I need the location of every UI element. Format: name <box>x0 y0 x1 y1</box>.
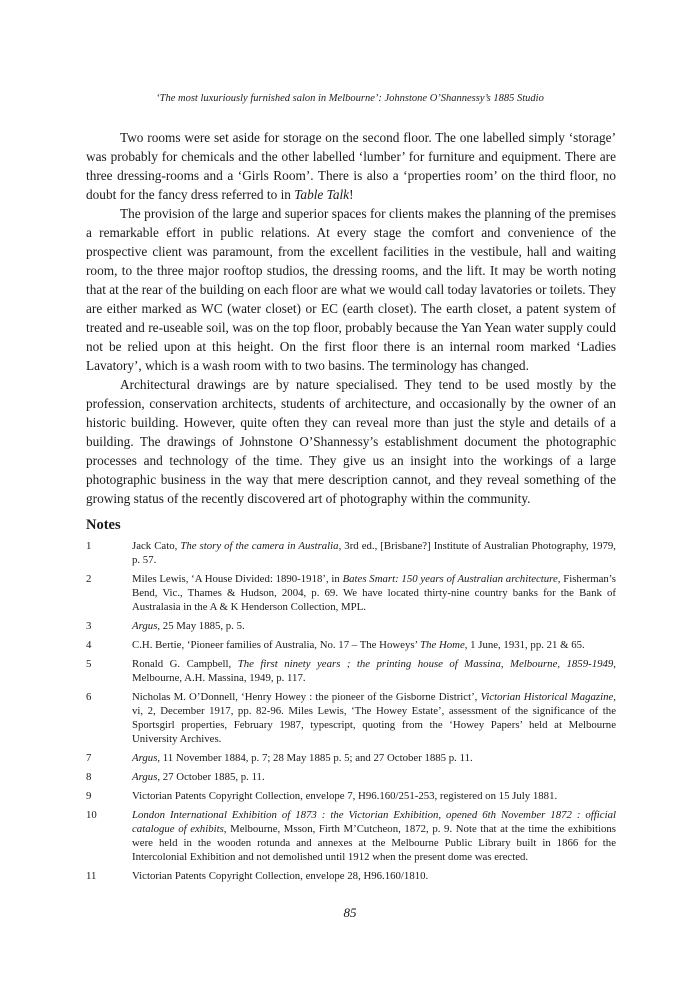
note-item <box>86 539 616 567</box>
note-text <box>132 869 616 883</box>
note-item <box>86 572 616 614</box>
italic-text: Table Talk <box>294 187 350 202</box>
italic-text: London International Exhibition of 1873 : the Victorian Exhibition, opened 6th November 1872 : official catalogue of exhibits <box>132 809 616 835</box>
text-run: ! <box>349 187 354 202</box>
notes-list <box>86 539 616 888</box>
note-text <box>132 619 616 633</box>
note-number: 6 <box>86 691 92 703</box>
note-item <box>86 869 616 883</box>
text-run: Ronald G. Campbell, <box>132 658 238 670</box>
note-text <box>132 789 616 803</box>
note-item <box>86 638 616 652</box>
note-number: 1 <box>86 540 92 552</box>
note-text <box>132 638 616 652</box>
italic-text: The Home <box>420 639 465 651</box>
italic-text: Argus <box>132 620 158 632</box>
note-number: 5 <box>86 658 92 670</box>
text-run: , Fisherman’s Bend, Vic., Thames & Hudson, 2004, p. 69. We have located thirty-nine country banks for the Bank of Australasia in the A & K Henderson Collection, MPL. <box>132 573 616 613</box>
italic-text: The story of the camera in Australia <box>180 540 339 552</box>
note-item <box>86 690 616 746</box>
text-run: Victorian Patents Copyright Collection, envelope 28, H96.160/1810. <box>132 870 429 882</box>
note-item <box>86 789 616 803</box>
text-run: Miles Lewis, ‘A House Divided: 1890-1918’, in <box>132 573 343 585</box>
note-item <box>86 657 616 685</box>
text-run: , Melbourne, A.H. Massina, 1949, p. 117. <box>132 658 616 684</box>
body-paragraph <box>86 128 616 204</box>
note-number: 9 <box>86 790 92 802</box>
italic-text: Argus <box>132 771 158 783</box>
note-text <box>132 751 616 765</box>
text-run: Jack Cato, <box>132 540 181 552</box>
text-run: The provision of the large and superior spaces for clients makes the planning of the premises a remarkable effort in public relations. At every stage the comfort and convenience of the prospective client was paramount, from the excellent facilities in the vestibule, hall and waiting room, to the three major rooftop studios, the dressing rooms, and the lift. It may be worth noting that at the rear of the building on each floor are what we would call today lavatories or toilets. They are either marked as WC (water closet) or EC (earth closet). The earth closet, a patent system of treated and re-useable soil, was on the top floor, probably because the Yan Yean water supply could not be relied upon at this height. On the first floor there is an internal room marked ‘Ladies Lavatory’, which is a wash room with to two basins. The terminology has changed. <box>86 206 616 373</box>
note-number: 11 <box>86 870 97 882</box>
note-number: 8 <box>86 771 92 783</box>
note-text <box>132 770 616 784</box>
italic-text: Argus <box>132 752 158 764</box>
note-text <box>132 657 616 685</box>
text-run: Two rooms were set aside for storage on the second floor. The one labelled simply ‘storage’ was probably for chemicals and the other labelled ‘lumber’ for furniture and equipment. There are three dressing-rooms and a ‘Girls Room’. There is also a ‘properties room’ on the third floor, no doubt for the fancy dress referred to in <box>86 130 616 202</box>
text-run: , 11 November 1884, p. 7; 28 May 1885 p. 5; and 27 October 1885 p. 11. <box>157 752 473 764</box>
note-text <box>132 539 616 567</box>
text-run: Nicholas M. O’Donnell, ‘Henry Howey : the pioneer of the Gisborne District’, <box>132 691 481 703</box>
italic-text: Bates Smart: 150 years of Australian architecture <box>342 573 558 585</box>
note-item <box>86 808 616 864</box>
body-paragraph <box>86 204 616 375</box>
note-number: 3 <box>86 620 92 632</box>
text-run: , Melbourne, Msson, Firth M’Cutcheon, 1872, p. 9. Note that at the time the exhibitions were held in the wooden rotunda and annexes at the Melbourne Public Library built in 1866 for the Intercolonial Exhibition and not demolished until 1912 when the present dome was erected. <box>132 823 616 863</box>
text-run: , 27 October 1885, p. 11. <box>157 771 265 783</box>
body-text <box>86 128 616 508</box>
text-run: , 25 May 1885, p. 5. <box>157 620 245 632</box>
note-text <box>132 690 616 746</box>
note-number: 7 <box>86 752 92 764</box>
italic-text: The first ninety years ; the printing house of Massina, Melbourne, 1859-1949 <box>237 658 614 670</box>
text-run: , vi, 2, December 1917, pp. 82-96. Miles Lewis, ‘The Howey Estate’, assessment of the significance of the Sportsgirl properties, February 1987, typescript, quoting from the ‘Howey Papers’ held at Melbourne University Archives. <box>132 691 616 745</box>
note-number: 10 <box>86 809 97 821</box>
text-run: C.H. Bertie, ‘Pioneer families of Australia, No. 17 – The Howeys’ <box>132 639 421 651</box>
note-text <box>132 572 616 614</box>
note-text <box>132 808 616 864</box>
body-paragraph <box>86 375 616 508</box>
text-run: , 3rd ed., [Brisbane?] Institute of Australian Photography, 1979, p. 57. <box>132 540 616 566</box>
note-number: 2 <box>86 573 92 585</box>
note-item <box>86 619 616 633</box>
note-item <box>86 770 616 784</box>
text-run: Architectural drawings are by nature specialised. They tend to be used mostly by the profession, conservation architects, students of architecture, and occasionally by the owner of an historic building. However, quite often they can reveal more than just the style and details of a building. The drawings of Johnstone O’Shannessy’s establishment document the photographic processes and technology of the time. They give us an insight into the workings of a large photographic business in the way that mere description cannot, and they reveal something of the growing status of the recently discovered art of photography within the community. <box>86 377 616 506</box>
notes-heading: Notes <box>86 517 121 533</box>
italic-text: Victorian Historical Magazine <box>480 691 614 703</box>
note-number: 4 <box>86 639 92 651</box>
text-run: Victorian Patents Copyright Collection, envelope 7, H96.160/251-253, registered on 15 July 1881. <box>132 790 558 802</box>
note-item <box>86 751 616 765</box>
running-head: ‘The most luxuriously furnished salon in Melbourne’: Johnstone O’Shannessy’s 1885 Studio <box>156 93 544 104</box>
page-number: 85 <box>343 905 357 920</box>
text-run: , 1 June, 1931, pp. 21 & 65. <box>464 639 585 651</box>
